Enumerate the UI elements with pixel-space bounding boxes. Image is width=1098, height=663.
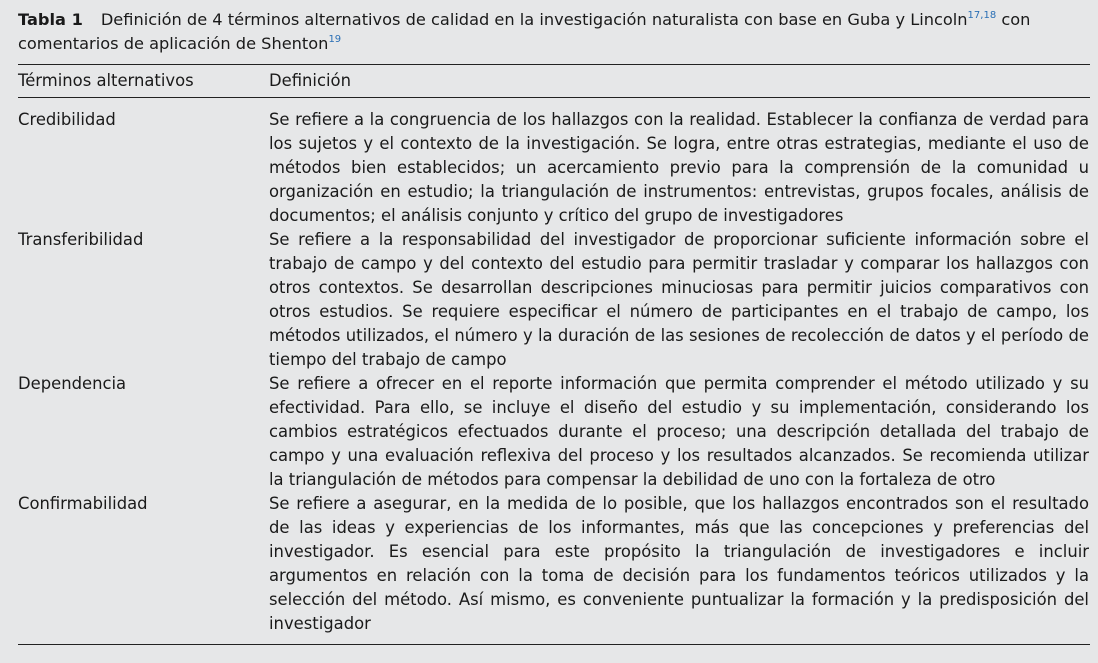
definition-cell: Se refiere a la responsabilidad del investigador de proporcionar suficiente información sobre el trabajo de campo y del contexto del estudio para permitir trasladar y comparar los hallazgos con otros contextos. Se desarrollan descripciones minuciosas para permitir juicios comparativos con otros estudios. Se requiere especificar el número de participantes en el trabajo de campo, los métodos utilizados, el número y la duración de las sesiones de recolección de datos y el período de tiempo del trabajo de campo [269,230,1089,369]
table-row [18,228,1092,372]
citation-ref-19[interactable]: 19 [328,34,342,45]
term-cell: Transferibilidad [18,230,144,249]
table-header-row [18,65,1092,97]
header-terms: Términos alternativos [18,71,194,90]
definition-cell: Se refiere a asegurar, en la medida de lo posible, que los hallazgos encontrados son el resultado de las ideas y experiencias de los informantes, más que las concepciones y preferencias del investigador. Es esencial para este propósito la triangulación de investigadores e incluir argumentos en relación con la toma de decisión para los fundamentos teóricos utilizados y la selección del método. Así mismo, es conveniente puntualizar la formación y la predisposición del investigador [269,494,1089,633]
table-label: Tabla 1 [18,10,83,29]
term-cell: Confirmabilidad [18,494,148,513]
definition-cell: Se refiere a ofrecer en el reporte información que permita comprender el método utilizado y su efectividad. Para ello, se incluye el diseño del estudio y su implementación, considerando los cambios estratégicos efectuados durante el proceso; una descripción detallada del trabajo de campo y una evaluación reflexiva del proceso y los resultados alcanzados. Se recomienda utilizar la triangulación de métodos para compensar la debilidad de uno con la fortaleza de otro [269,374,1089,489]
table-bottom-rule [18,644,1090,645]
definition-cell: Se refiere a la congruencia de los hallazgos con la realidad. Establecer la confianza de verdad para los sujetos y el contexto de la investigación. Se logra, entre otras estrategias, mediante el uso de métodos bien establecidos; un acercamiento previo para la comprensión de la comunidad u organización en estudio; la triangulación de instrumentos: entrevistas, grupos focales, análisis de documentos; el análisis conjunto y crítico del grupo de investigadores [269,110,1089,225]
header-definition: Definición [269,71,351,90]
table-row [18,492,1092,636]
table-row [18,372,1092,492]
term-cell: Dependencia [18,374,127,393]
term-cell: Credibilidad [18,110,116,129]
citation-ref-17-18[interactable]: 17,18 [967,10,997,21]
table-caption [18,8,1092,56]
table-row [18,98,1092,228]
caption-text: Definición de 4 términos alternativos de calidad en la investigación naturalista con base en Guba y Lincoln [100,10,968,29]
caption-text-continued: con comentarios de aplicación de Shenton [18,10,1031,53]
